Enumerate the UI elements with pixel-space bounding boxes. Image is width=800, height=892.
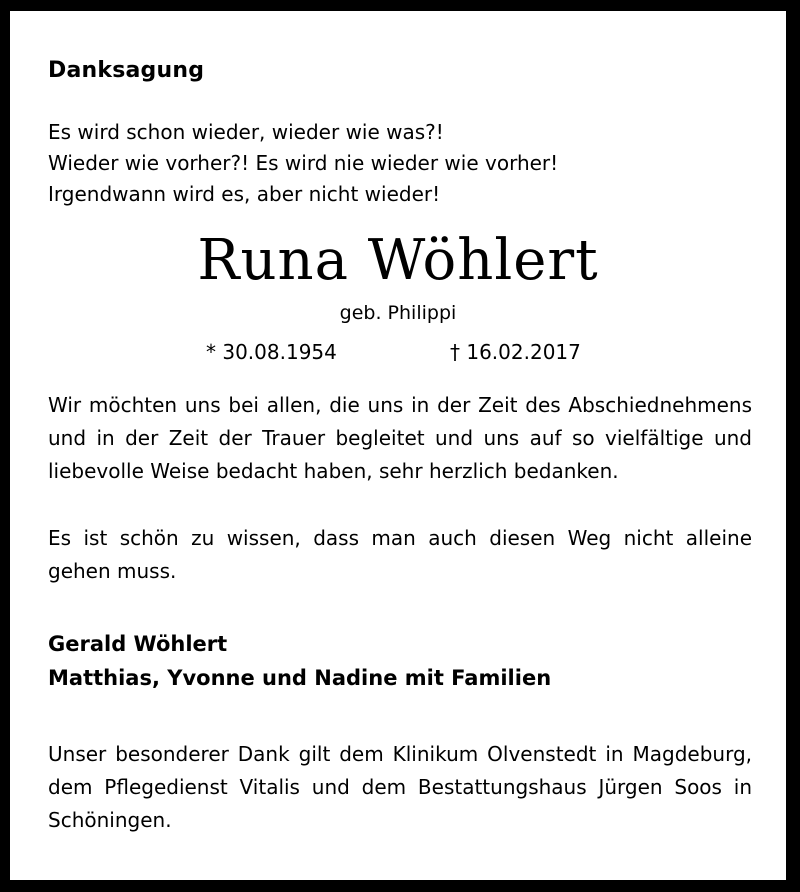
family-member: Gerald Wöhlert [48, 632, 228, 656]
verse-line: Irgendwann wird es, aber nicht wieder! [48, 182, 441, 206]
family-member: Matthias, Yvonne und Nadine mit Familien [48, 666, 552, 690]
family-signature [48, 627, 551, 695]
death-date: † 16.02.2017 [450, 340, 581, 364]
special-thanks-paragraph: Unser besonderer Dank gilt dem Klinikum Olvenstedt in Magdeburg, dem Pflegedienst Vitalis und dem Bestattungshaus Jürgen Soos in Schöningen. [48, 742, 752, 832]
verse-line: Es wird schon wieder, wieder wie was?! [48, 120, 444, 144]
verse-line: Wieder wie vorher?! Es wird nie wieder wie vorher! [48, 151, 559, 175]
notice-heading: Danksagung [48, 58, 205, 83]
deceased-name: Runa Wöhlert [197, 228, 599, 293]
verse-block [48, 117, 558, 210]
birth-name: geb. Philippi [339, 302, 457, 324]
birth-date: * 30.08.1954 [206, 340, 337, 364]
comfort-paragraph: Es ist schön zu wissen, dass man auch diesen Weg nicht alleine gehen muss. [48, 526, 752, 583]
thanks-paragraph: Wir möchten uns bei allen, die uns in der Zeit des Abschiednehmens und in der Zeit der Trauer begleitet und uns auf so vielfältige und liebevolle Weise bedacht haben, sehr herzlich bedanken. [48, 393, 752, 483]
obituary-notice [10, 11, 786, 880]
